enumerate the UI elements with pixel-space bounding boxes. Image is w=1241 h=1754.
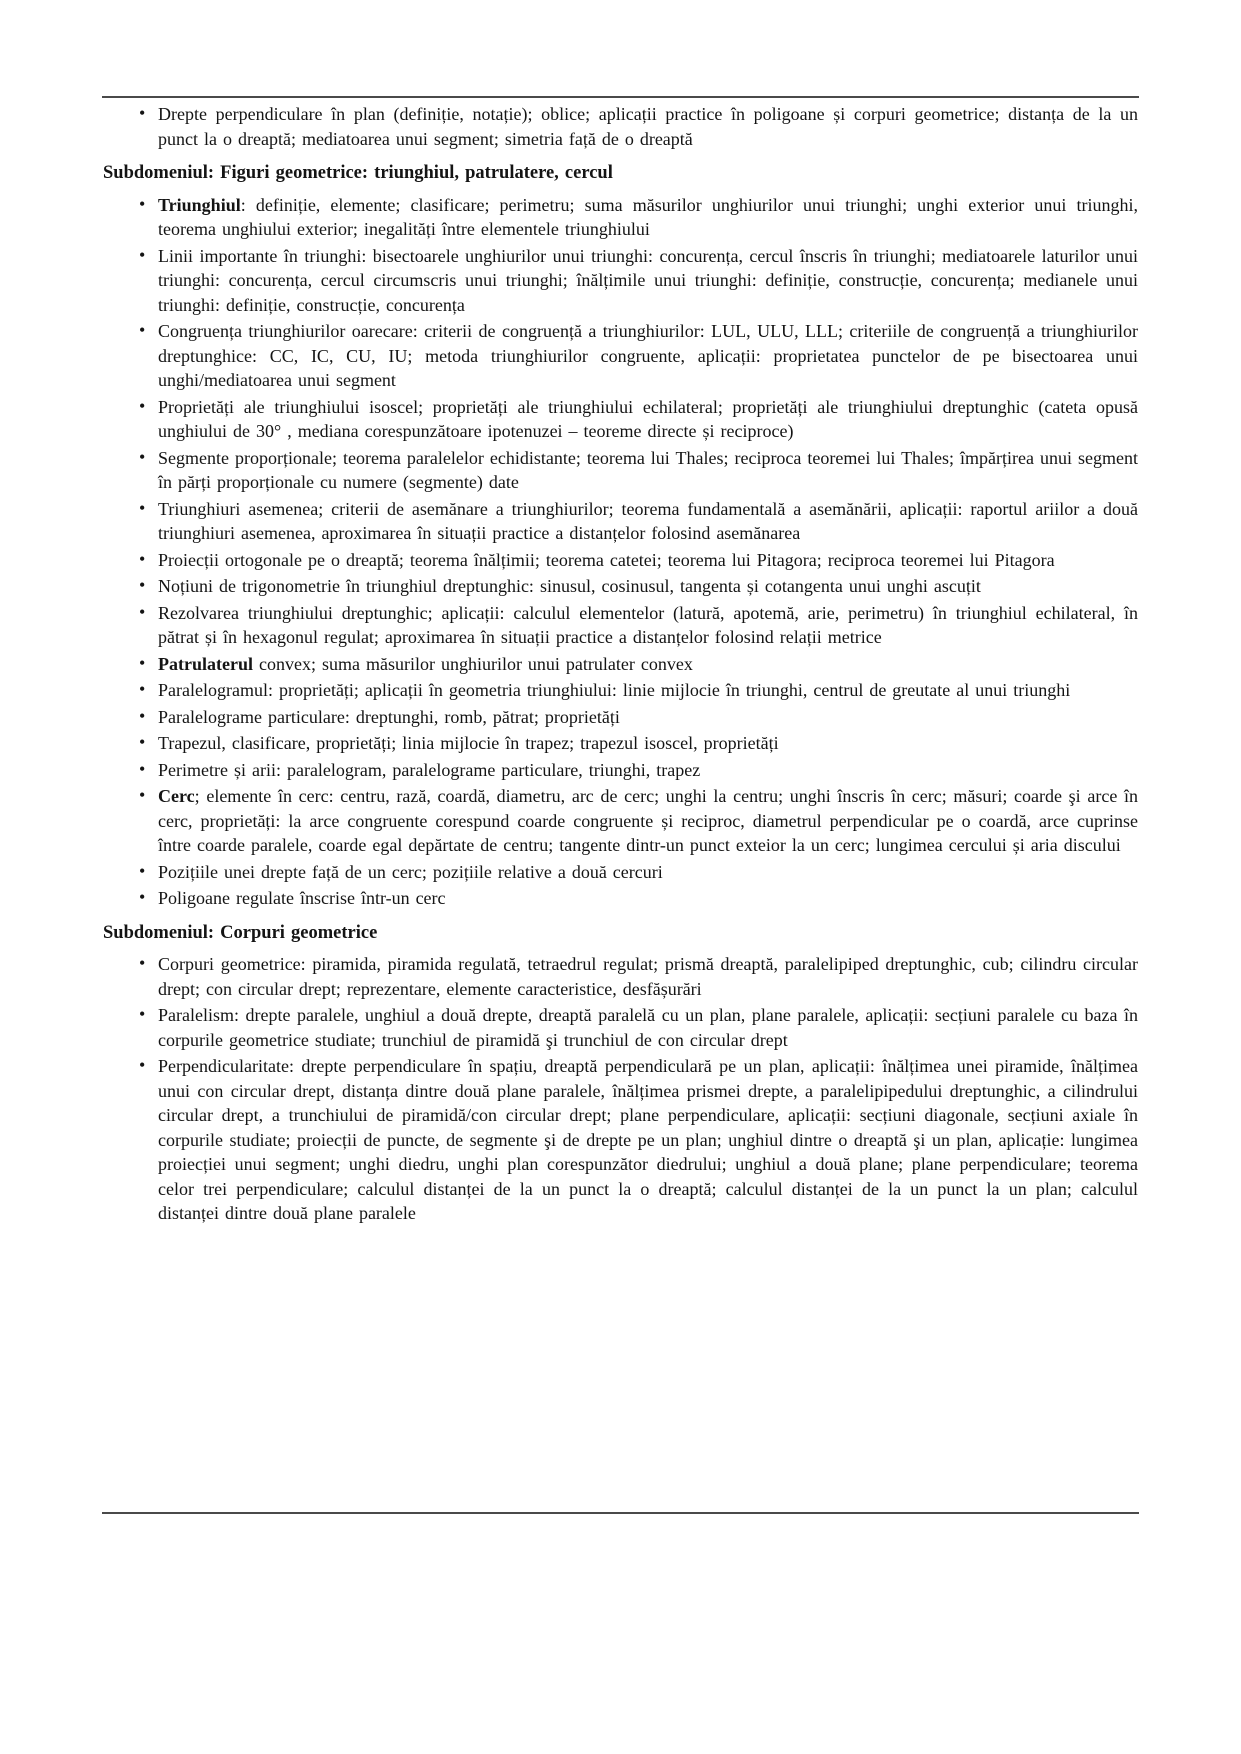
list-item: • Congruența triunghiurilor oarecare: criterii de congruență a triunghiurilor: LUL, ULU, LLL; criteriile de congruență a triunghiurilor dreptunghice: CC, IC, CU, IU; metoda triunghiurilor congruente, aplicații: proprietatea punctelor de pe bisectoarea unui unghi/mediatoarea unui segment: [139, 320, 1138, 390]
section-bullet-list: [103, 952, 1138, 1226]
bullet-icon: •: [139, 758, 146, 779]
list-item: • Perimetre și arii: paralelogram, paralelograme particulare, triunghi, trapez: [139, 758, 701, 780]
bullet-icon: •: [139, 395, 146, 416]
bullet-icon: •: [139, 193, 146, 214]
bullet-icon: •: [139, 860, 146, 881]
list-item: • Paralelism: drepte paralele, unghiul a două drepte, dreaptă paralelă cu un plan, plane paralele, aplicații: secțiuni paralele cu baza în corpurile geometrice studiate; trunchiul de piramidă şi trunchiul de con circular drept: [139, 1004, 1138, 1050]
list-item: • Noțiuni de trigonometrie în triunghiul dreptunghic: sinusul, cosinusul, tangenta și cotangenta unui unghi ascuțit: [139, 575, 981, 596]
list-item: • Poligoane regulate înscrise într-un cerc: [139, 887, 446, 908]
list-item: • Rezolvarea triunghiului dreptunghic; aplicații: calculul elementelor (latură, apotemă, arie, perimetru) în triunghiul echilateral, în pătrat și în hexagonul regulat; aproximarea în situații practice a distanțelor folosind relații metrice: [139, 601, 1138, 647]
list-item: • Segmente proporționale; teorema paralelelor echidistante; teorema lui Thales; reciproca teoremei lui Thales; împărțirea unui segment în părți proporționale cu numere (segmente) date: [139, 446, 1138, 492]
section-heading: Subdomeniul: Figuri geometrice: triunghiul, patrulatere, cercul: [103, 163, 613, 183]
sections-container: [103, 161, 1138, 1226]
bullet-icon: •: [139, 497, 146, 518]
bullet-icon: •: [139, 652, 146, 673]
section-heading: Subdomeniul: Corpuri geometrice: [103, 922, 378, 943]
footer-rule: [102, 1512, 1139, 1514]
list-item: • Perpendicularitate: drepte perpendiculare în spațiu, dreaptă perpendiculară pe un plan, aplicații: înălțimea unei piramide, înălțimea unui con circular drept, distanța dintre două plane paralele, înălțimea prismei drepte, a paralelipipedului dreptunghic, a cilindrului circular drept, a trunchiului de piramidă/con circular drept; plane perpendiculare, aplicații: secțiuni diagonale, secțiuni axiale în corpurile studiate; proiecții de puncte, de segmente şi de drepte pe un plan; unghiul dintre o dreaptă şi un plan, aplicație: lungimea proiecției unui segment; unghi diedru, unghi plan corespunzător diedrului; unghiul a două plane; plane perpendiculare; teorema celor trei perpendiculare; calculul distanței de la un punct la o dreaptă; calculul distanței de la un punct la un plan; calculul distanței dintre două plane paralele: [139, 1055, 1138, 1223]
bullet-icon: •: [139, 446, 146, 467]
list-item: • Proprietăți ale triunghiului isoscel; proprietăți ale triunghiului echilateral; proprietăți ale triunghiului dreptunghic (cateta opusă unghiului de 30° , mediana corespunzătoare ipotenuzei – teoreme directe și reciproce): [139, 395, 1138, 441]
list-item: • Triunghiuri asemenea; criterii de asemănare a triunghiurilor; teorema fundamentală a asemănării, aplicații: raportul ariilor a două triunghiuri asemenea, aproximarea în situații practice a distanțelor folosind asemănarea: [139, 497, 1138, 543]
list-item: • Patrulaterul convex; suma măsurilor unghiurilor unui patrulater convex: [139, 652, 693, 674]
bullet-icon: •: [139, 1055, 146, 1075]
intro-bullet-list: [103, 102, 1138, 151]
list-item: • Linii importante în triunghi: bisectoarele unghiurilor unui triunghi: concurența, cercul înscris în triunghi; mediatoarele laturilor unui triunghi: concurența, cercul circumscris unui triunghi; înălțimile unui triunghi: definiție, construcție, concurența; medianele unui triunghi: definiție, construcție, concurența: [139, 244, 1138, 315]
list-item: • Paralelogramul: proprietăți; aplicații în geometria triunghiului: linie mijlocie în triunghi, centrul de greutate al unui triunghi: [139, 679, 1071, 700]
header-rule: [102, 96, 1139, 98]
item-lead-term: Triunghiul: [158, 194, 241, 215]
list-item: • Triunghiul: definiție, elemente; clasificare; perimetru; suma măsurilor unghiurilor unui triunghi; unghi exterior unui triunghi, teorema unghiului exterior; inegalități între elementele triunghiului: [139, 193, 1138, 239]
bullet-icon: •: [139, 103, 146, 123]
list-item: • Paralelograme particulare: dreptunghi, romb, pătrat; proprietăți: [139, 705, 620, 727]
list-item: • Cerc; elemente în cerc: centru, rază, coardă, diametru, arc de cerc; unghi la centru; unghi înscris în cerc; măsuri; coarde şi arce în cerc, proprietăți: la arce congruente corespund coarde congruente și reciproc, diametrul perpendicular pe o coardă, arce cuprinse între coarde paralele, coarde egal depărtate de centru; tangente dintr-un punct exteior la un cerc; lungimea cercului și aria discului: [139, 785, 1138, 855]
bullet-icon: •: [139, 679, 146, 699]
bullet-icon: •: [139, 705, 146, 726]
item-lead-term: Cerc: [158, 786, 195, 806]
list-item: • Drepte perpendiculare în plan (definiție, notație); oblice; aplicații practice în poligoane și corpuri geometrice; distanța de la un punct la o dreaptă; mediatoarea unui segment; simetria față de o dreaptă: [139, 103, 1138, 149]
list-item: • Corpuri geometrice: piramida, piramida regulată, tetraedrul regulat; prismă dreaptă, paralelipiped dreptunghic, cub; cilindru circular drept; con circular drept; reprezentare, elemente caracteristice, desfășurări: [139, 953, 1138, 999]
bullet-icon: •: [139, 887, 146, 907]
bullet-icon: •: [139, 785, 146, 805]
bullet-icon: •: [139, 601, 146, 622]
list-item: • Proiecții ortogonale pe o dreaptă; teorema înălțimii; teorema catetei; teorema lui Pitagora; reciproca teoremei lui Pitagora: [139, 548, 1055, 570]
bullet-icon: •: [139, 732, 146, 752]
bullet-icon: •: [139, 575, 146, 595]
page-content: [103, 102, 1138, 1228]
bullet-icon: •: [139, 244, 146, 265]
item-lead-term: Patrulaterul: [158, 653, 253, 674]
bullet-icon: •: [139, 1004, 146, 1024]
bullet-icon: •: [139, 548, 146, 569]
bullet-icon: •: [139, 320, 146, 340]
section-bullet-list: [103, 193, 1138, 911]
list-item: • Pozițiile unei drepte față de un cerc; pozițiile relative a două cercuri: [139, 860, 663, 882]
bullet-icon: •: [139, 953, 146, 973]
list-item: • Trapezul, clasificare, proprietăți; linia mijlocie în trapez; trapezul isoscel, proprietăți: [139, 732, 779, 753]
